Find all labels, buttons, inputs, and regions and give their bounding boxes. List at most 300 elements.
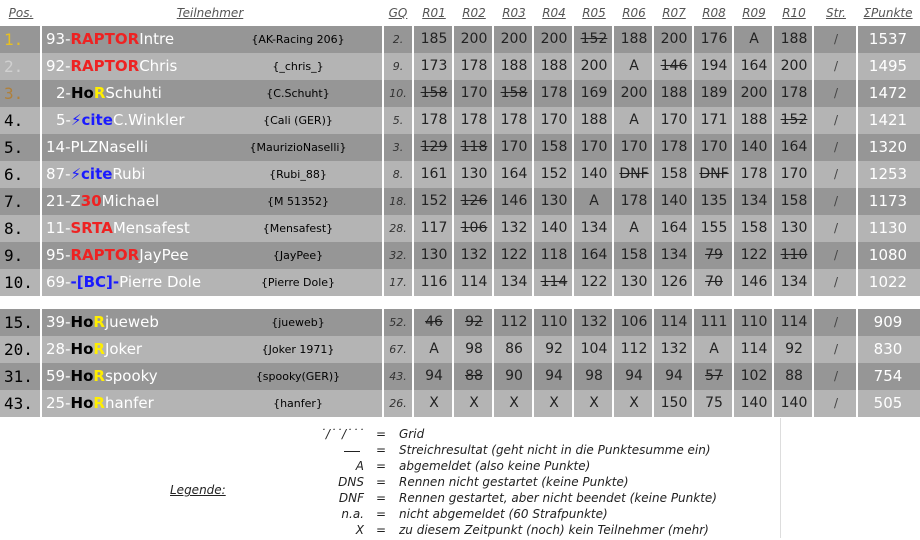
position-cell: 8. <box>4 219 24 238</box>
race-score: 114 <box>780 314 808 330</box>
total-points: 1253 <box>868 165 908 183</box>
total-points: 1022 <box>868 273 908 291</box>
table-row <box>0 188 920 215</box>
header-race-1: R01 <box>422 6 446 20</box>
column-divider <box>652 309 654 417</box>
race-score: 170 <box>500 139 528 155</box>
header-race-7: R07 <box>662 6 686 20</box>
race-score: 140 <box>780 395 808 411</box>
total-points: 1421 <box>868 111 908 129</box>
car-number: 11- <box>46 219 71 237</box>
car-number: 93- <box>46 30 71 48</box>
race-score: 130 <box>620 274 648 290</box>
race-score: 200 <box>500 31 528 47</box>
race-score: 200 <box>780 58 808 74</box>
driver-name: spooky <box>104 367 158 385</box>
race-score: 185 <box>420 31 448 47</box>
strike-column: / <box>833 113 839 127</box>
race-score: 170 <box>620 139 648 155</box>
race-score: 170 <box>700 139 728 155</box>
race-score: 155 <box>700 220 728 236</box>
race-score: 98 <box>585 368 603 384</box>
strike-column: / <box>833 59 839 73</box>
column-divider <box>452 309 454 417</box>
legend-separator <box>780 418 781 538</box>
position-cell: 31. <box>4 367 33 386</box>
team-tag: Z30 <box>70 192 102 210</box>
grid-qualifying: 17. <box>389 276 407 289</box>
driver-name: C.Winkler <box>112 111 185 129</box>
nickname: {Rubi_88} <box>269 168 327 181</box>
participant-name[interactable] <box>46 363 158 390</box>
column-divider <box>40 309 42 417</box>
race-score: X <box>469 395 479 411</box>
race-score: 178 <box>460 112 488 128</box>
race-score: 116 <box>420 274 448 290</box>
race-score: 176 <box>700 31 728 47</box>
race-score: 57 <box>705 368 723 384</box>
race-score: 164 <box>740 58 768 74</box>
race-score: 164 <box>780 139 808 155</box>
legend-value: abgemeldet (also keine Punkte) <box>399 459 591 473</box>
grid-qualifying: 9. <box>392 60 404 73</box>
nickname: {Mensafest} <box>262 222 334 235</box>
participant-name[interactable] <box>56 80 162 107</box>
car-number: 95- <box>46 246 71 264</box>
race-score: 112 <box>620 341 648 357</box>
header-race-8: R08 <box>702 6 726 20</box>
race-score: 178 <box>540 85 568 101</box>
strike-column: / <box>833 275 839 289</box>
race-score: 134 <box>780 274 808 290</box>
race-score: 200 <box>620 85 648 101</box>
team-tag: -[BC]- <box>70 273 120 291</box>
legend-equals: = <box>376 459 387 473</box>
driver-name: jueweb <box>104 313 159 331</box>
nickname: {AK-Racing 206} <box>251 33 345 46</box>
total-points: 1472 <box>868 84 908 102</box>
team-tag: RAPTOR <box>70 30 140 48</box>
race-score: 130 <box>460 166 488 182</box>
nickname: {Joker 1971} <box>261 343 335 356</box>
header-race-6: R06 <box>622 6 646 20</box>
nickname: {hanfer} <box>273 397 323 410</box>
race-score: DNF <box>699 166 729 182</box>
participant-name[interactable] <box>46 134 148 161</box>
race-score: X <box>629 395 639 411</box>
car-number: 14- <box>46 138 71 156</box>
column-divider <box>732 4 734 296</box>
strike-column: / <box>833 248 839 262</box>
nickname: {Cali (GER)} <box>263 114 333 127</box>
participant-name[interactable] <box>46 161 145 188</box>
nickname: {jueweb} <box>271 316 325 329</box>
race-score: 132 <box>660 341 688 357</box>
legend-value: Streichresultat (geht nicht in die Punktesumme ein) <box>399 443 711 457</box>
race-score: 130 <box>780 220 808 236</box>
strike-column: / <box>833 32 839 46</box>
participant-name[interactable] <box>46 242 189 269</box>
race-score: 110 <box>780 247 808 263</box>
race-score: 122 <box>580 274 608 290</box>
participant-name[interactable] <box>46 26 174 53</box>
driver-name: Chris <box>139 57 178 75</box>
position-cell: 20. <box>4 340 33 359</box>
race-score: A <box>629 220 639 236</box>
header-participants: Teilnehmer <box>176 6 244 20</box>
nickname: {_chris_} <box>272 60 324 73</box>
legend-value: Rennen gestartet, aber nicht beendet (keine Punkte) <box>399 491 717 505</box>
race-score: 169 <box>580 85 608 101</box>
race-score: X <box>589 395 599 411</box>
grid-qualifying: 26. <box>389 397 407 410</box>
participant-name[interactable] <box>56 107 185 134</box>
column-divider <box>492 4 494 296</box>
race-score: 200 <box>740 85 768 101</box>
legend-key: ˙/˙˙/˙˙˙ <box>319 427 364 441</box>
race-score: 173 <box>420 58 448 74</box>
legend-value: zu diesem Zeitpunkt (noch) kein Teilnehmer (mehr) <box>399 523 709 537</box>
position-cell: 5. <box>4 138 24 157</box>
race-score: X <box>429 395 439 411</box>
position-cell: 9. <box>4 246 24 265</box>
race-score: 158 <box>740 220 768 236</box>
race-score: 164 <box>580 247 608 263</box>
grid-qualifying: 18. <box>389 195 407 208</box>
race-score: 86 <box>505 341 523 357</box>
race-score: 88 <box>465 368 483 384</box>
race-score: 110 <box>740 314 768 330</box>
race-score: 118 <box>460 139 488 155</box>
race-score: 178 <box>740 166 768 182</box>
total-points: 1495 <box>868 57 908 75</box>
team-tag: RAPTOR <box>70 57 140 75</box>
table-row <box>0 26 920 53</box>
team-tag: HoR <box>70 367 105 385</box>
race-score: 178 <box>460 58 488 74</box>
race-score: 158 <box>780 193 808 209</box>
driver-name: Mensafest <box>112 219 190 237</box>
race-score: A <box>629 58 639 74</box>
race-score: 134 <box>740 193 768 209</box>
race-score: 92 <box>465 314 483 330</box>
driver-name: hanfer <box>104 394 154 412</box>
race-score: 129 <box>420 139 448 155</box>
position-cell: 43. <box>4 394 33 413</box>
column-divider <box>532 309 534 417</box>
race-score: 94 <box>425 368 443 384</box>
race-score: 170 <box>580 139 608 155</box>
column-divider <box>492 309 494 417</box>
race-score: 189 <box>700 85 728 101</box>
race-score: 164 <box>500 166 528 182</box>
legend-value: Grid <box>399 427 425 441</box>
driver-name: JayPee <box>139 246 189 264</box>
total-points: 1320 <box>868 138 908 156</box>
total-points: 1537 <box>868 30 908 48</box>
driver-name: Pierre Dole <box>119 273 202 291</box>
race-score: 188 <box>500 58 528 74</box>
race-score: 170 <box>780 166 808 182</box>
grid-qualifying: 2. <box>392 33 404 46</box>
header-race-10: R10 <box>782 6 806 20</box>
position-cell: 4. <box>4 111 24 130</box>
race-score: 75 <box>705 395 723 411</box>
table-row <box>0 336 920 363</box>
table-row <box>0 215 920 242</box>
race-score: 110 <box>540 314 568 330</box>
nickname: {spooky(GER)} <box>255 370 341 383</box>
column-divider <box>612 309 614 417</box>
header-race-3: R03 <box>502 6 526 20</box>
race-score: 146 <box>660 58 688 74</box>
strike-example-icon <box>344 451 360 452</box>
table-row <box>0 134 920 161</box>
header-pos: Pos. <box>8 6 34 20</box>
grid-qualifying: 67. <box>389 343 407 356</box>
car-number: 59- <box>46 367 71 385</box>
race-score: 114 <box>540 274 568 290</box>
race-score: 70 <box>705 274 723 290</box>
position-cell: 1. <box>4 30 24 49</box>
race-score: 140 <box>740 395 768 411</box>
driver-name: Rubi <box>112 165 146 183</box>
column-divider <box>812 4 814 296</box>
race-score: 146 <box>500 193 528 209</box>
team-tag: HoR <box>70 313 105 331</box>
table-row <box>0 309 920 336</box>
race-score: 104 <box>580 341 608 357</box>
race-score: 194 <box>700 58 728 74</box>
nickname: {M 51352} <box>267 195 329 208</box>
column-divider <box>732 309 734 417</box>
grid-qualifying: 8. <box>392 168 404 181</box>
car-number: 87- <box>46 165 71 183</box>
total-points: 909 <box>873 313 903 331</box>
header-race-5: R05 <box>582 6 606 20</box>
total-points: 1080 <box>868 246 908 264</box>
participant-name[interactable] <box>46 188 159 215</box>
nickname: {MaurizioNaselli} <box>249 141 347 154</box>
header-race-9: R09 <box>742 6 766 20</box>
column-divider <box>856 309 858 417</box>
car-number: 25- <box>46 394 71 412</box>
legend-equals: = <box>376 507 387 521</box>
participant-name[interactable] <box>46 53 177 80</box>
total-points: 830 <box>873 340 903 358</box>
race-score: 188 <box>620 31 648 47</box>
participant-name[interactable] <box>46 215 190 242</box>
car-number: 5- <box>56 111 71 129</box>
race-score: 126 <box>460 193 488 209</box>
race-score: 46 <box>425 314 443 330</box>
grid-qualifying: 52. <box>389 316 407 329</box>
grid-qualifying: 43. <box>389 370 407 383</box>
car-number: 39- <box>46 313 71 331</box>
race-score: 114 <box>660 314 688 330</box>
position-cell: 2. <box>4 57 24 76</box>
legend-title: Legende: <box>170 483 226 497</box>
race-score: 158 <box>500 85 528 101</box>
race-score: 161 <box>420 166 448 182</box>
car-number: 92- <box>46 57 71 75</box>
participant-name[interactable] <box>46 269 201 296</box>
team-tag: RAPTOR <box>70 246 140 264</box>
position-cell: 7. <box>4 192 24 211</box>
position-cell: 15. <box>4 313 33 332</box>
legend-value: Rennen nicht gestartet (keine Punkte) <box>399 475 629 489</box>
race-score: 158 <box>420 85 448 101</box>
team-tag: HoR <box>70 340 105 358</box>
race-score: 170 <box>660 112 688 128</box>
race-score: 150 <box>660 395 688 411</box>
column-divider <box>692 4 694 296</box>
table-row <box>0 269 920 296</box>
race-score: 188 <box>540 58 568 74</box>
column-divider <box>382 309 384 417</box>
header-race-4: R04 <box>542 6 566 20</box>
column-divider <box>812 309 814 417</box>
race-score: 170 <box>540 112 568 128</box>
team-tag: ⚡cite <box>70 111 113 129</box>
race-score: 118 <box>540 247 568 263</box>
race-score: 114 <box>740 341 768 357</box>
race-score: 94 <box>545 368 563 384</box>
race-score: 92 <box>785 341 803 357</box>
race-score: A <box>429 341 439 357</box>
strike-column: / <box>833 86 839 100</box>
race-score: 178 <box>620 193 648 209</box>
grid-qualifying: 5. <box>392 114 404 127</box>
race-score: 178 <box>780 85 808 101</box>
column-divider <box>412 309 414 417</box>
participant-name[interactable] <box>46 336 142 363</box>
race-score: 152 <box>580 31 608 47</box>
table-row <box>0 80 920 107</box>
column-divider <box>572 309 574 417</box>
participant-name[interactable] <box>46 309 159 336</box>
header-str: Str. <box>826 6 846 20</box>
race-score: 134 <box>580 220 608 236</box>
header-race-2: R02 <box>462 6 486 20</box>
driver-name: Intre <box>139 30 175 48</box>
table-row <box>0 242 920 269</box>
race-score: DNF <box>619 166 649 182</box>
position-cell: 3. <box>4 84 24 103</box>
race-score: X <box>509 395 519 411</box>
race-score: 122 <box>740 247 768 263</box>
header-gq: GQ <box>388 6 408 20</box>
race-score: 94 <box>625 368 643 384</box>
header-total-points: ΣPunkte <box>863 6 913 20</box>
table-row <box>0 363 920 390</box>
strike-column: / <box>833 194 839 208</box>
race-score: 79 <box>705 247 723 263</box>
strike-column: / <box>833 221 839 235</box>
race-score: 135 <box>700 193 728 209</box>
grid-qualifying: 10. <box>389 87 407 100</box>
legend-equals: = <box>376 523 387 537</box>
legend-key: DNF <box>338 491 364 505</box>
position-cell: 6. <box>4 165 24 184</box>
race-score: X <box>549 395 559 411</box>
total-points: 1173 <box>868 192 908 210</box>
team-tag: PLZ <box>70 138 99 156</box>
legend-key: X <box>355 523 364 537</box>
race-score: 188 <box>580 112 608 128</box>
race-score: A <box>589 193 599 209</box>
driver-name: Naselli <box>98 138 149 156</box>
race-score: 92 <box>545 341 563 357</box>
race-score: 98 <box>465 341 483 357</box>
column-divider <box>572 4 574 296</box>
grid-qualifying: 28. <box>389 222 407 235</box>
race-score: 164 <box>660 220 688 236</box>
column-divider <box>532 4 534 296</box>
column-divider <box>612 4 614 296</box>
race-score: 134 <box>500 274 528 290</box>
race-score: 140 <box>580 166 608 182</box>
strike-column: / <box>833 342 839 356</box>
grid-qualifying: 32. <box>389 249 407 262</box>
race-score: 200 <box>540 31 568 47</box>
race-score: 171 <box>700 112 728 128</box>
participant-name[interactable] <box>46 390 154 417</box>
race-score: 178 <box>420 112 448 128</box>
column-divider <box>40 4 42 296</box>
driver-name: Schuhti <box>105 84 162 102</box>
column-divider <box>692 309 694 417</box>
strike-column: / <box>833 396 839 410</box>
race-score: 200 <box>660 31 688 47</box>
legend-key: A <box>355 459 364 473</box>
car-number: 21- <box>46 192 71 210</box>
legend-equals: = <box>376 443 387 457</box>
legend-key: DNS <box>338 475 364 489</box>
table-row <box>0 107 920 134</box>
race-score: 188 <box>740 112 768 128</box>
race-score: 152 <box>780 112 808 128</box>
column-divider <box>772 4 774 296</box>
race-score: A <box>629 112 639 128</box>
nickname: {Pierre Dole} <box>260 276 336 289</box>
table-row <box>0 161 920 188</box>
race-score: 188 <box>780 31 808 47</box>
race-score: 158 <box>660 166 688 182</box>
race-score: 140 <box>740 139 768 155</box>
race-score: 126 <box>660 274 688 290</box>
team-tag: ⚡cite <box>70 165 113 183</box>
race-score: 88 <box>785 368 803 384</box>
race-score: 152 <box>420 193 448 209</box>
race-score: 130 <box>420 247 448 263</box>
strike-column: / <box>833 140 839 154</box>
race-score: 130 <box>540 193 568 209</box>
team-tag: HoR <box>70 394 105 412</box>
team-tag: SRTA <box>70 219 113 237</box>
total-points: 754 <box>873 367 903 385</box>
race-score: 200 <box>580 58 608 74</box>
race-score: 102 <box>740 368 768 384</box>
nickname: {JayPee} <box>272 249 324 262</box>
column-divider <box>382 4 384 296</box>
race-score: 178 <box>500 112 528 128</box>
legend-key: n.a. <box>341 507 364 521</box>
race-score: 106 <box>620 314 648 330</box>
race-score: 132 <box>580 314 608 330</box>
table-row <box>0 390 920 417</box>
column-divider <box>772 309 774 417</box>
